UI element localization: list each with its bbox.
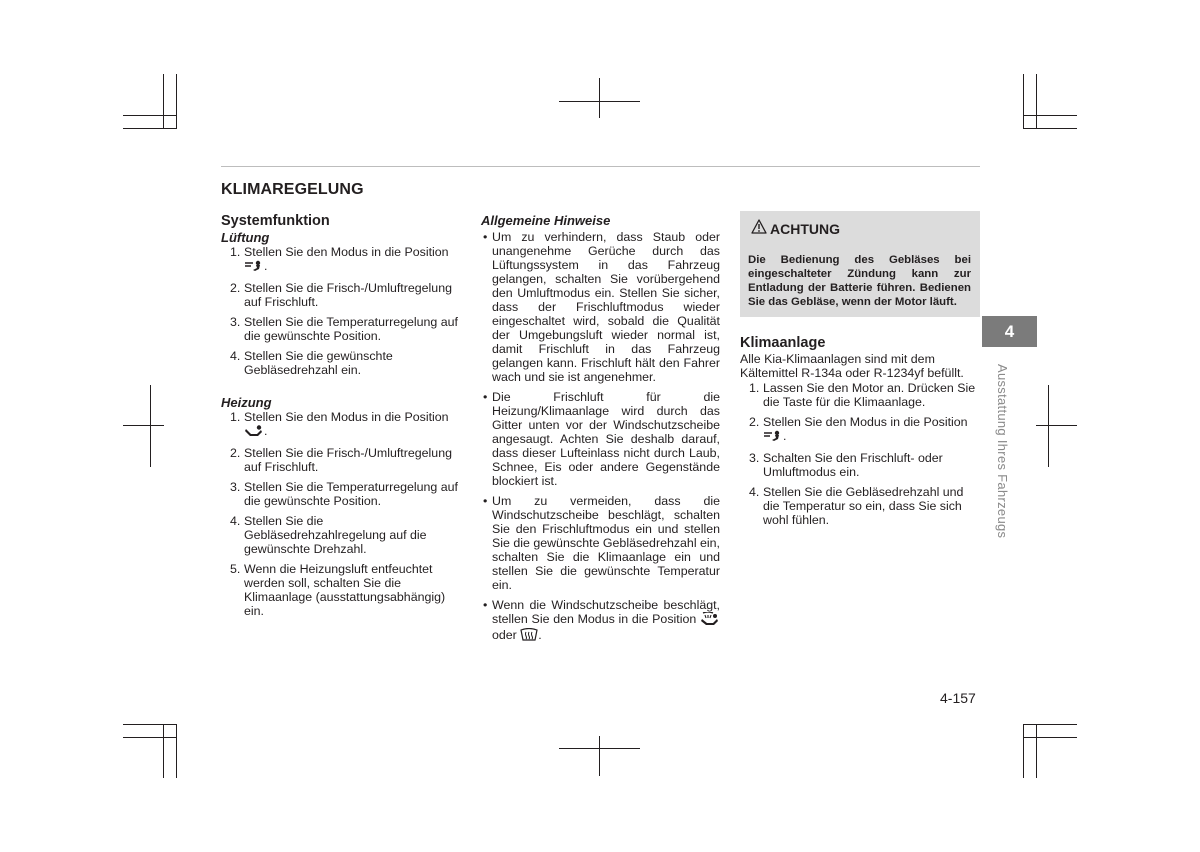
floor-vent-icon [244,425,264,440]
page-title: KLIMAREGELUNG [221,181,364,198]
lueftung-steps [221,245,461,377]
klimaanlage-steps [740,381,980,527]
hinweise-heading: Allgemeine Hinweise [481,213,611,228]
list-item: 1. Stellen Sie den Modus in die Position . [230,410,449,438]
column-systemfunktion [221,213,461,624]
warning-text: Die Bedienung des Gebläses bei eingeschalteter Zündung kann zur Entladung der Batterie führen. Bedienen Sie das Gebläse, wenn der Motor läuft. [748,254,971,308]
list-item: 3. Schalten Sie den Frischluft- oder Umluftmodus ein. [749,451,943,479]
list-item: 3. Stellen Sie die Temperaturregelung auf die gewünschte Position. [230,480,458,508]
systemfunktion-heading: Systemfunktion [221,213,330,229]
defrost-icon [520,628,538,644]
list-item: 2. Stellen Sie die Frisch-/Umluftregelung auf Frischluft. [230,281,452,309]
list-item: 1. Lassen Sie den Motor an. Drücken Sie die Taste für die Klimaanlage. [749,381,976,409]
page-number: 4-157 [940,690,976,706]
list-item: 3. Stellen Sie die Temperaturregelung auf die gewünschte Position. [230,315,458,343]
list-item: 5. Wenn die Heizungsluft entfeuchtet werden soll, schalten Sie die Klimaanlage (ausstattungsabhängig) ein. [230,562,446,618]
hinweise-list [481,230,720,644]
warning-triangle-icon [751,219,767,239]
list-item: 4. Stellen Sie die Gebläsedrehzahlregelung auf die gewünschte Drehzahl. [230,514,427,556]
face-vent-icon [244,260,264,275]
list-item: 1. Stellen Sie den Modus in die Position . [230,245,449,273]
heizung-heading: Heizung [221,395,272,410]
list-item: 2. Stellen Sie den Modus in die Position . [749,415,968,443]
section-label: Ausstattung Ihres Fahrzeugs [995,364,1010,539]
list-item: • Um zu vermeiden, dass die Windschutzscheibe beschlägt, schalten Sie den Frischluftmodus ein und stellen Sie die gewünschte Gebläsedrehzahl ein, schalten Sie die Klimaanlage ein und stellen Sie die gewünschte Temperatur ein. [481,494,720,592]
floor-defrost-icon [700,612,720,628]
face-vent-icon [763,430,783,445]
chapter-tab: 4 [982,316,1037,347]
klimaanlage-intro: Alle Kia-Klimaanlagen sind mit dem Kältemittel R-134a oder R-1234yf befüllt. [740,352,964,380]
warning-heading: ACHTUNG [751,219,971,239]
klimaanlage-heading: Klimaanlage [740,335,826,351]
column-klimaanlage [740,211,980,533]
list-item: • Die Frischluft für die Heizung/Klimaanlage wird durch das Gitter unten vor der Windschutzscheibe angesaugt. Achten Sie deshalb darauf, dass dieser Lufteinlass nicht durch Laub, Schnee, Eis oder andere Gegenstände blockiert ist. [481,390,720,488]
list-item: • Wenn die Windschutzscheibe beschlägt, stellen Sie den Modus in die Position oder . [481,598,720,644]
list-item: 4. Stellen Sie die gewünschte Gebläsedrehzahl ein. [230,349,393,377]
column-hinweise [481,213,720,650]
list-item: 4. Stellen Sie die Gebläsedrehzahl und die Temperatur so ein, dass Sie sich wohl fühlen. [749,485,964,527]
lueftung-heading: Lüftung [221,230,270,245]
heizung-steps [221,410,461,618]
header-rule [221,166,980,167]
warning-box [740,211,980,317]
list-item: 2. Stellen Sie die Frisch-/Umluftregelung auf Frischluft. [230,446,452,474]
list-item: • Um zu verhindern, dass Staub oder unangenehme Gerüche durch das Lüftungssystem in das Fahrzeug gelangen, schalten Sie vorübergehend den Umluftmodus ein. Stellen Sie sicher, dass der Frischluftmodus wieder eingeschaltet wird, sobald die Qualität der Umgebungsluft wieder normal ist, damit Frischluft in das Fahrzeug gelangen kann. Frischluft hält den Fahrer wach und sie ist angenehmer. [481,230,720,384]
